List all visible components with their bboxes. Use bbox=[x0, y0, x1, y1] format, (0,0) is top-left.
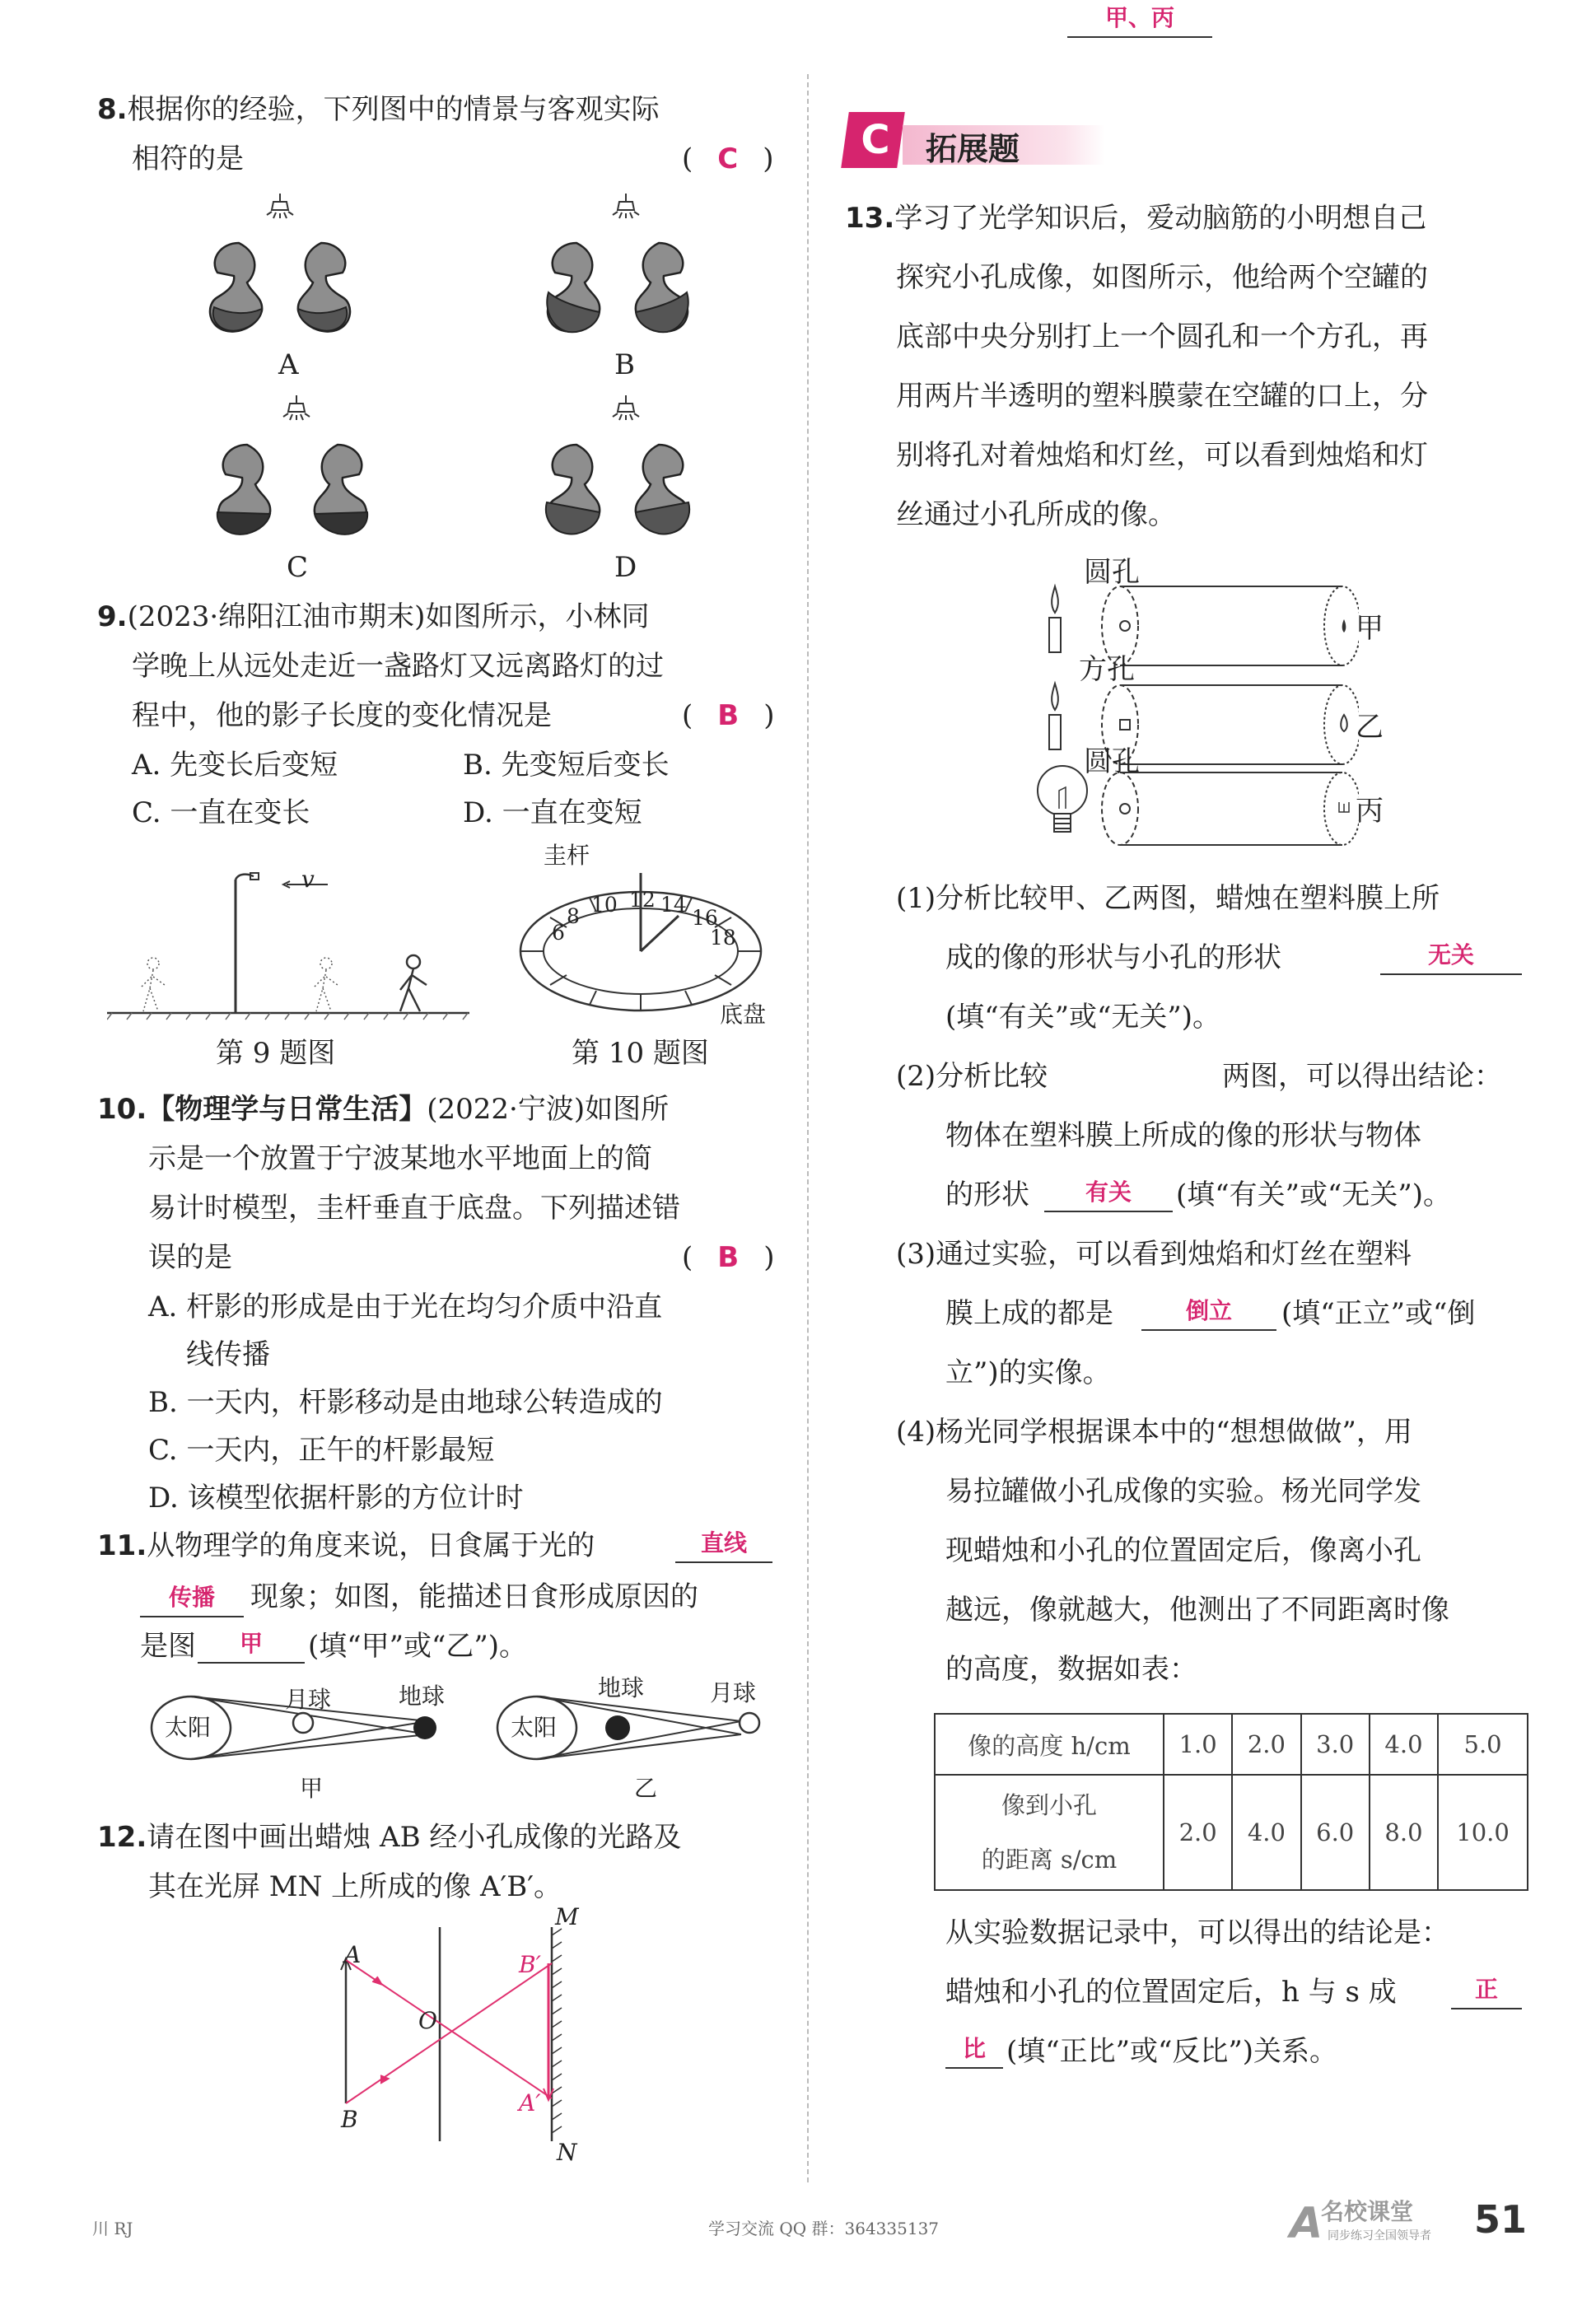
q9-option-a: A. 先变长后变短 bbox=[132, 749, 338, 782]
q13-label-yi: 乙 bbox=[1356, 711, 1384, 744]
brand-logo-a-icon: A bbox=[1290, 2199, 1323, 2248]
q11-line3-pre: 是图 bbox=[140, 1630, 196, 1663]
q10-dial-10: 10 bbox=[591, 893, 618, 917]
q12-line1: 12.请在图中画出蜡烛 AB 经小孔成像的光路及 bbox=[97, 1821, 682, 1854]
q13-p1-line3: (填“有关”或“无关”)。 bbox=[945, 1001, 1221, 1034]
q13-line5: 别将孔对着烛焰和灯丝，可以看到烛焰和灯 bbox=[896, 439, 1428, 472]
q11-earth-jia: 地球 bbox=[399, 1683, 446, 1710]
q13-conclusion-blank-b: 比 bbox=[945, 2031, 1003, 2069]
q11-line1: 11.从物理学的角度来说，日食属于光的 bbox=[97, 1529, 595, 1562]
table-cell: 4.0 bbox=[1232, 1775, 1300, 1890]
q13-p1-blank: 无关 bbox=[1380, 937, 1522, 975]
q13-p3-line2-post: (填“正立”或“倒 bbox=[1281, 1297, 1476, 1330]
table-row-head: 像的高度 h/cm bbox=[935, 1714, 1164, 1775]
q13-line1: 13.学习了光学知识后，爱动脑筋的小明想自己 bbox=[845, 202, 1427, 235]
table-cell: 4.0 bbox=[1370, 1714, 1438, 1775]
q10-option-d: D. 该模型依据杆影的方位计时 bbox=[148, 1482, 524, 1515]
q13-label-bing: 丙 bbox=[1356, 795, 1384, 828]
page-number: 51 bbox=[1474, 2197, 1528, 2242]
q10-dial-16: 16 bbox=[692, 906, 718, 930]
q13-label-yuankong-1: 圆孔 bbox=[1084, 556, 1140, 589]
q13-conclusion-line3: (填“正比”或“反比”)关系。 bbox=[1006, 2035, 1338, 2068]
q9-line3: 程中，他的影子长度的变化情况是 bbox=[132, 699, 552, 732]
q8-answer: C bbox=[717, 142, 739, 175]
q13-p2-blank1: 甲、丙 bbox=[1067, 0, 1212, 38]
footer-center: 学习交流 QQ 群：364335137 bbox=[708, 2219, 940, 2238]
q13-p3-line1: (3)通过实验，可以看到烛焰和灯丝在塑料 bbox=[896, 1238, 1412, 1271]
q13-p2-line2: 物体在塑料膜上所成的像的形状与物体 bbox=[945, 1119, 1421, 1152]
q13-data-table bbox=[934, 1713, 1528, 1891]
q11-moon-yi: 月球 bbox=[710, 1679, 757, 1706]
q8-label-D: D bbox=[614, 551, 637, 584]
q10-caption: 第 10 题图 bbox=[572, 1037, 709, 1070]
q13-label-fangkong: 方孔 bbox=[1079, 653, 1135, 686]
section-letter: C bbox=[861, 117, 890, 163]
footer-left: 川 RJ bbox=[92, 2219, 133, 2238]
q13-label-jia: 甲 bbox=[1356, 612, 1384, 645]
q10-answer-bracket: ( B ) bbox=[682, 1241, 775, 1274]
q9-answer: B bbox=[717, 699, 740, 732]
q13-conclusion-blank-a: 正 bbox=[1451, 1972, 1522, 2009]
q11-sun-jia: 太阳 bbox=[165, 1714, 212, 1741]
q13-p4-line4: 越远，像就越大，他测出了不同距离时像 bbox=[945, 1594, 1449, 1627]
q10-option-a: A. 杆影的形成是由于光在均匀介质中沿直 bbox=[148, 1291, 663, 1323]
q13-figure bbox=[1029, 544, 1359, 856]
q9-option-d: D. 一直在变短 bbox=[463, 796, 642, 829]
q8-answer-bracket: ( C ) bbox=[682, 142, 774, 175]
table-cell: 6.0 bbox=[1301, 1775, 1370, 1890]
q10-option-a-cont: 线传播 bbox=[186, 1338, 270, 1371]
q8-label-A: A bbox=[278, 348, 299, 381]
table-cell: 5.0 bbox=[1438, 1714, 1528, 1775]
q13-p1-line2: 成的像的形状与小孔的形状 bbox=[945, 941, 1281, 974]
q8-figure bbox=[181, 185, 692, 589]
q11-line3-post: (填“甲”或“乙”)。 bbox=[308, 1630, 528, 1663]
q9-figure bbox=[107, 856, 469, 1021]
figure-A-heads bbox=[210, 243, 350, 332]
column-divider bbox=[807, 74, 809, 2182]
q8-line2: 相符的是 bbox=[132, 142, 244, 175]
q12-label-A: A bbox=[344, 1941, 362, 1968]
q8-label-C: C bbox=[287, 551, 309, 584]
q10-line3: 易计时模型，圭杆垂直于底盘。下列描述错 bbox=[148, 1192, 680, 1225]
q13-p4-line2: 易拉罐做小孔成像的实验。杨光同学发 bbox=[945, 1475, 1421, 1508]
q11-earth-yi: 地球 bbox=[598, 1674, 645, 1701]
q10-dial-6: 6 bbox=[552, 921, 565, 945]
q13-p3-blank: 倒立 bbox=[1141, 1293, 1276, 1331]
q10-option-c: C. 一天内，正午的杆影最短 bbox=[148, 1434, 495, 1467]
q13-line3: 底部中央分别打上一个圆孔和一个方孔，再 bbox=[896, 320, 1428, 353]
q12-figure bbox=[329, 1911, 593, 2158]
q13-label-yuankong-2: 圆孔 bbox=[1084, 745, 1140, 778]
q12-label-N: N bbox=[557, 2139, 577, 2166]
q12-label-B-prime: B′ bbox=[519, 1951, 541, 1978]
q11-label-jia: 甲 bbox=[300, 1775, 324, 1802]
q13-line4: 用两片半透明的塑料膜蒙在空罐的口上，分 bbox=[896, 380, 1428, 413]
q13-p2-post: 两图，可以得出结论： bbox=[1222, 1060, 1502, 1093]
q13-p2-line3-pre: 的形状 bbox=[945, 1179, 1029, 1211]
q9-answer-bracket: ( B ) bbox=[682, 699, 775, 732]
q9-velocity-label: v bbox=[301, 866, 315, 893]
q13-conclusion-line1: 从实验数据记录中，可以得出的结论是： bbox=[945, 1916, 1449, 1949]
q12-label-A-prime: A′ bbox=[519, 2089, 541, 2117]
q13-p2-blank2: 有关 bbox=[1044, 1174, 1173, 1212]
table-cell: 2.0 bbox=[1164, 1775, 1232, 1890]
q8-label-B: B bbox=[614, 348, 635, 381]
q10-dipan-label: 底盘 bbox=[720, 1001, 767, 1028]
table-row-distance bbox=[935, 1775, 1528, 1890]
q10-dial-12: 12 bbox=[629, 888, 656, 912]
q10-gan-label: 圭杆 bbox=[544, 842, 590, 869]
q13-p3-line3: 立”)的实像。 bbox=[945, 1356, 1111, 1389]
q11-sun-yi: 太阳 bbox=[511, 1714, 558, 1741]
footer-brand-sub: 同步练习全国领导者 bbox=[1328, 2229, 1431, 2243]
q10-dial-18: 18 bbox=[710, 926, 736, 950]
table-cell: 2.0 bbox=[1232, 1714, 1300, 1775]
q11-blank2: 甲 bbox=[198, 1626, 305, 1664]
q13-line6: 丝通过小孔所成的像。 bbox=[896, 498, 1176, 531]
q13-p4-line5: 的高度，数据如表： bbox=[945, 1653, 1197, 1686]
q11-figure bbox=[148, 1680, 791, 1771]
q9-caption: 第 9 题图 bbox=[216, 1037, 336, 1070]
q10-line4: 误的是 bbox=[148, 1241, 232, 1274]
q10-option-b: B. 一天内，杆影移动是由地球公转造成的 bbox=[148, 1386, 663, 1419]
q11-label-yi: 乙 bbox=[634, 1775, 658, 1802]
q13-p3-line2-pre: 膜上成的都是 bbox=[945, 1297, 1113, 1330]
q9-line2: 学晚上从远处走近一盏路灯又远离路灯的过 bbox=[132, 650, 664, 683]
footer-brand: 名校课堂 bbox=[1321, 2198, 1414, 2225]
q13-conclusion-line2: 蜡烛和小孔的位置固定后，h 与 s 成 bbox=[945, 1976, 1397, 2009]
table-cell: 10.0 bbox=[1438, 1775, 1528, 1890]
q8-line1: 8.根据你的经验，下列图中的情景与客观实际 bbox=[97, 93, 660, 126]
q11-blank1b: 传播 bbox=[140, 1580, 244, 1617]
q9-option-b: B. 先变短后变长 bbox=[463, 749, 670, 782]
q13-p4-line3: 现蜡烛和小孔的位置固定后，像离小孔 bbox=[945, 1534, 1421, 1567]
q9-line1: 9.(2023·绵阳江油市期末)如图所示，小林同 bbox=[97, 600, 650, 633]
q11-moon-jia: 月球 bbox=[285, 1686, 332, 1713]
table-cell: 8.0 bbox=[1370, 1775, 1438, 1890]
table-row-height bbox=[935, 1714, 1528, 1775]
q13-p2-line3-post: (填“有关”或“无关”)。 bbox=[1176, 1179, 1452, 1211]
q10-answer: B bbox=[717, 1241, 740, 1274]
q13-p4-line1: (4)杨光同学根据课本中的“想想做做”，用 bbox=[896, 1416, 1412, 1449]
q10-dial-8: 8 bbox=[567, 904, 580, 928]
q13-line2: 探究小孔成像，如图所示，他给两个空罐的 bbox=[896, 261, 1428, 294]
q12-label-O: O bbox=[418, 2007, 437, 2034]
section-title: 拓展题 bbox=[926, 131, 1020, 167]
q12-label-M: M bbox=[555, 1903, 579, 1930]
q13-p1-line1: (1)分析比较甲、乙两图，蜡烛在塑料膜上所 bbox=[896, 882, 1440, 915]
q13-p2-pre: (2)分析比较 bbox=[896, 1060, 1048, 1093]
q10-dial-14: 14 bbox=[660, 893, 687, 917]
q10-line1: 10.【物理学与日常生活】(2022·宁波)如图所 bbox=[97, 1093, 670, 1126]
q9-option-c: C. 一直在变长 bbox=[132, 796, 310, 829]
q12-label-B: B bbox=[341, 2106, 358, 2133]
q11-line2: 现象；如图，能描述日食形成原因的 bbox=[250, 1580, 698, 1613]
table-row-head: 像到小孔 的距离 s/cm bbox=[935, 1775, 1164, 1890]
q11-blank1a: 直线 bbox=[675, 1525, 772, 1563]
table-cell: 1.0 bbox=[1164, 1714, 1232, 1775]
q12-line2: 其在光屏 MN 上所成的像 A′B′。 bbox=[148, 1870, 562, 1903]
q10-line2: 示是一个放置于宁波某地水平地面上的简 bbox=[148, 1142, 652, 1175]
table-cell: 3.0 bbox=[1301, 1714, 1370, 1775]
